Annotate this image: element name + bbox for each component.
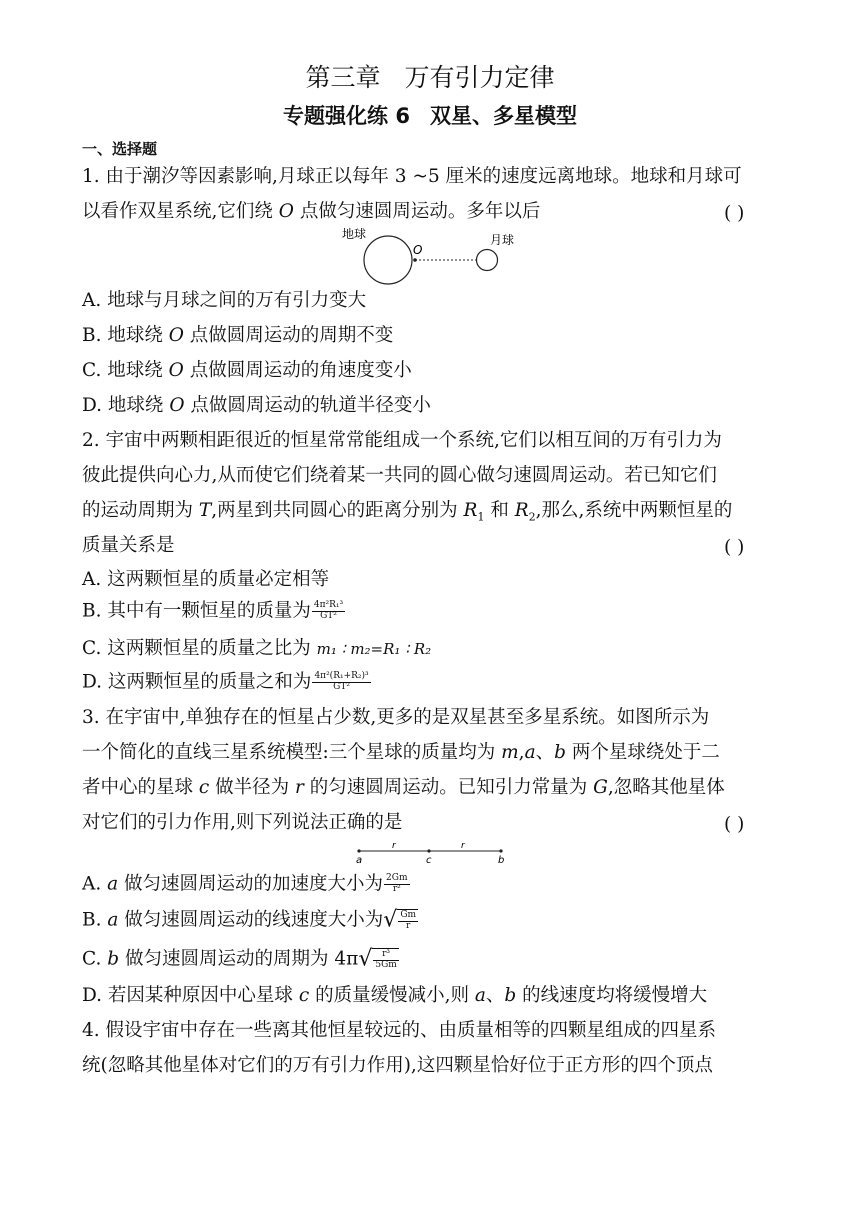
- q2-line-2: 彼此提供向心力,从而使它们绕着某一共同的圆心做匀速圆周运动。若已知它们: [82, 465, 717, 486]
- star-a-label: a: [356, 855, 363, 866]
- earth-label: 地球: [342, 227, 367, 241]
- q3-line-4: 对它们的引力作用,则下列说法正确的是: [82, 812, 403, 833]
- q2-option-c: C. 这两颗恒星的质量之比为 m₁ ∶ m₂=R₁ ∶ R₂: [82, 638, 432, 659]
- q3-option-d: D. 若因某种原因中心星球 c 的质量缓慢减小,则 a、b 的线速度均将缓慢增大: [82, 985, 708, 1006]
- q3-line-2: 一个简化的直线三星系统模型:三个星球的质量均为 m,a、b 两个星球绕处于二: [82, 742, 720, 763]
- q4-line-2: 统(忽略其他星体对它们的万有引力作用),这四颗星恰好位于正方形的四个顶点: [82, 1055, 713, 1076]
- q3-option-a: A. a 做匀速圆周运动的加速度大小为 $\frac{2Gm}{\text{r²}}$: [82, 873, 408, 895]
- earth-moon-figure: [330, 222, 530, 288]
- star-b-label: b: [498, 855, 505, 866]
- moon-circle: [477, 250, 498, 271]
- chapter-number: 第三章: [305, 63, 381, 92]
- q2-option-a: A. 这两颗恒星的质量必定相等: [82, 569, 330, 590]
- radius-label-right: r: [461, 841, 465, 851]
- q1-answer-paren: ( ): [724, 203, 745, 224]
- q1-line-1: 1. 由于潮汐等因素影响,月球正以每年 3 ~5 厘米的速度远离地球。地球和月球可: [82, 166, 742, 187]
- q3-option-c: C. b 做匀速圆周运动的周期为 4π√ $\frac{\text{r³}}{5Gm}$: [82, 946, 397, 972]
- q2-option-b-fraction: $\frac{\text{4π²R₁³}}{\text{GT²}}$: [313, 600, 344, 621]
- q3-option-a-fraction: $\frac{2Gm}{\text{r²}}$: [386, 873, 408, 894]
- chapter-name: 万有引力定律: [404, 63, 555, 92]
- q3-line-1: 3. 在宇宙中,单独存在的恒星占少数,更多的是双星甚至多星系统。如图所示为: [82, 707, 710, 728]
- q3-option-b-sqrt: √ $\frac{Gm}{r}$: [383, 907, 417, 933]
- q3-option-b: B. a 做匀速圆周运动的线速度大小为√ $\frac{Gm}{r}$: [82, 907, 417, 933]
- q3-option-c-sqrt: √ $\frac{\text{r³}}{5Gm}$: [358, 946, 397, 972]
- star-b-point: [499, 849, 502, 852]
- q1-option-a: A. 地球与月球之间的万有引力变大: [82, 290, 367, 311]
- section-number: 专题强化练 6: [283, 104, 410, 128]
- chapter-title: [0, 58, 860, 94]
- q1-option-c: C. 地球绕 O 点做圆周运动的角速度变小: [82, 360, 412, 381]
- q3-answer-paren: ( ): [724, 814, 745, 835]
- star-c-label: c: [426, 855, 432, 866]
- q2-answer-paren: ( ): [724, 537, 745, 558]
- section-name: 双星、多星模型: [429, 104, 577, 128]
- q2-option-d: D. 这两颗恒星的质量之和为 $\frac{\text{4π²(R₁+R₂)³}}{\text{GT²}}$: [82, 671, 369, 693]
- star-c-point: [427, 849, 430, 852]
- q2-line-4: 质量关系是: [82, 535, 175, 556]
- star-a-point: [357, 849, 360, 852]
- q1-line-2: 以看作双星系统,它们绕 O 点做匀速圆周运动。多年以后: [82, 201, 541, 222]
- q4-line-1: 4. 假设宇宙中存在一些离其他恒星较远的、由质量相等的四颗星组成的四星系: [82, 1020, 717, 1041]
- moon-label: 月球: [490, 233, 515, 247]
- q1-option-b: B. 地球绕 O 点做圆周运动的周期不变: [82, 325, 394, 346]
- earth-circle: [364, 236, 412, 284]
- section-heading: 一、选择题: [82, 140, 158, 158]
- radius-label-left: r: [392, 841, 396, 851]
- center-label-o: O: [413, 243, 423, 257]
- q1-option-d: D. 地球绕 O 点做圆周运动的轨道半径变小: [82, 395, 431, 416]
- section-title: [0, 100, 860, 130]
- q2-option-b: B. 其中有一颗恒星的质量为 $\frac{\text{4π²R₁³}}{\text{GT²}}$: [82, 600, 344, 622]
- three-star-figure: [350, 840, 510, 866]
- q2-option-d-fraction: $\frac{\text{4π²(R₁+R₂)³}}{\text{GT²}}$: [314, 671, 369, 692]
- q2-line-3: 的运动周期为 T,两星到共同圆心的距离分别为 $R_1$ 和 $R_2$,那么,系统中两颗恒星的: [82, 500, 733, 524]
- q3-line-3: 者中心的星球 c 做半径为 r 的匀速圆周运动。已知引力常量为 G,忽略其他星体: [82, 777, 725, 798]
- q2-line-1: 2. 宇宙中两颗相距很近的恒星常常能组成一个系统,它们以相互间的万有引力为: [82, 430, 722, 451]
